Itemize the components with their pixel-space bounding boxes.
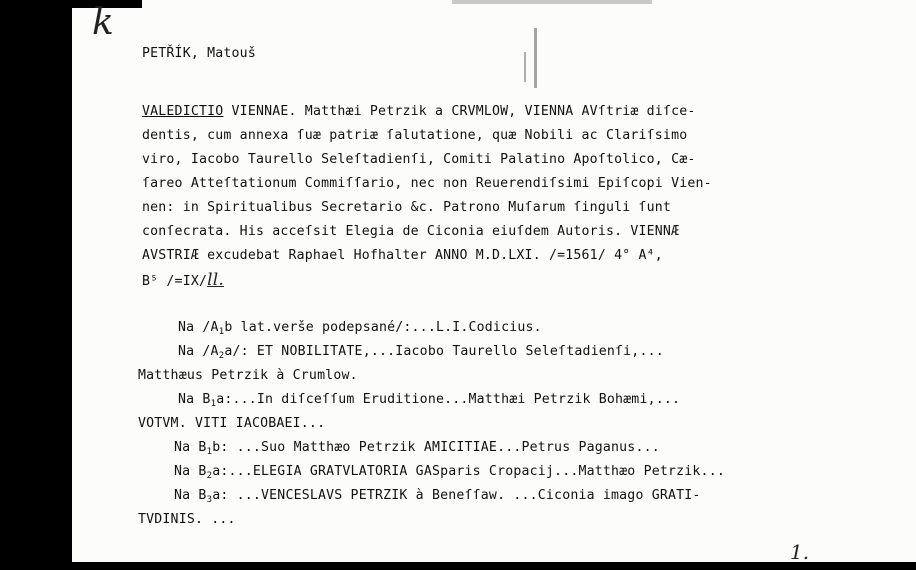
note-line-7 (174, 464, 725, 484)
note-line-6 (174, 440, 660, 460)
note-text: VOTVM. VITI IACOBAEI... (138, 416, 326, 431)
note-line-4 (178, 392, 680, 412)
note-prefix: Na B (174, 464, 207, 479)
note-sub: 2 (218, 351, 225, 361)
note-sub: 2 (206, 471, 213, 481)
catalog-card (72, 0, 916, 562)
record-collation (142, 272, 224, 290)
note-text: TVDINIS. ... (138, 512, 236, 527)
record-title-word: VALEDICTIO (142, 104, 224, 119)
record-line-3: viro, Iacobo Taurello Seleſtadienſi, Comiti Palatino Apoſtolico, Cæ- (142, 152, 696, 167)
scan-smudge (452, 0, 652, 4)
note-prefix: Na B (174, 440, 207, 455)
note-sub: 1 (218, 327, 225, 337)
note-prefix: Na /A (178, 320, 219, 335)
record-line-1-text: VIENNAE. Matthæi Petrzik a CRVMLOW, VIENNA AVſtriæ diſce- (223, 104, 696, 119)
record-line-1 (142, 104, 696, 120)
note-text: a/: ET NOBILITATE,...Iacobo Taurello Seleſtadienſi,... (224, 344, 664, 359)
note-prefix: Na B (174, 488, 207, 503)
note-text: a:...ELEGIA GRATVLATORIA GASparis Cropacij...Matthæo Petrzik... (212, 464, 725, 479)
collation-text: B⁵ /=IX/ (142, 274, 208, 289)
author-heading: PETŘÍK, Matouš (142, 46, 256, 61)
corner-letter-mark: k (92, 2, 114, 43)
note-line-3 (138, 368, 358, 388)
note-text: a:...In diſceſſum Eruditione...Matthæi Petrzik Bohæmi,... (216, 392, 681, 407)
record-line-7: AVSTRIÆ excudebat Raphael Hofhalter ANNO M.D.LXI. /=1561/ 4° A⁴, (142, 248, 663, 263)
note-line-9 (138, 512, 236, 532)
note-text: b: ...Suo Matthæo Petrzik AMICITIAE...Petrus Paganus... (212, 440, 660, 455)
note-sub: 1 (206, 447, 213, 457)
record-line-5: nen: in Spiritualibus Secretario &c. Patrono Muſarum ſinguli ſunt (142, 200, 672, 215)
note-prefix: Na B (178, 392, 211, 407)
scan-smudge (534, 28, 537, 88)
record-line-4: ſareo Atteſtationum Commiſſario, nec non Reuerendiſsimi Epiſcopi Vien- (142, 176, 712, 191)
record-line-6: conſecrata. His acceſsit Elegia de Ciconia eiuſdem Autoris. VIENNÆ (142, 224, 680, 239)
note-line-5 (138, 416, 325, 436)
note-sub: 3 (206, 495, 213, 505)
note-text: b lat.verše podepsané/:...L.I.Codicius. (224, 320, 542, 335)
note-line-8 (174, 488, 701, 508)
bottom-mark: 1. (790, 540, 810, 562)
note-sub: 1 (210, 399, 217, 409)
note-prefix: Na /A (178, 344, 219, 359)
record-line-2: dentis, cum annexa ſuæ patriæ ſalutatione, quæ Nobili ac Clariſsimo (142, 128, 688, 143)
note-text: Matthæus Petrzik à Crumlow. (138, 368, 358, 383)
collation-handwritten: ll. (207, 270, 225, 290)
scan-smudge (524, 52, 526, 82)
note-text: a: ...VENCESLAVS PETRZIK à Beneſſaw. ...Ciconia imago GRATI- (212, 488, 701, 503)
note-line-2 (178, 344, 664, 364)
note-line-1 (178, 320, 542, 340)
